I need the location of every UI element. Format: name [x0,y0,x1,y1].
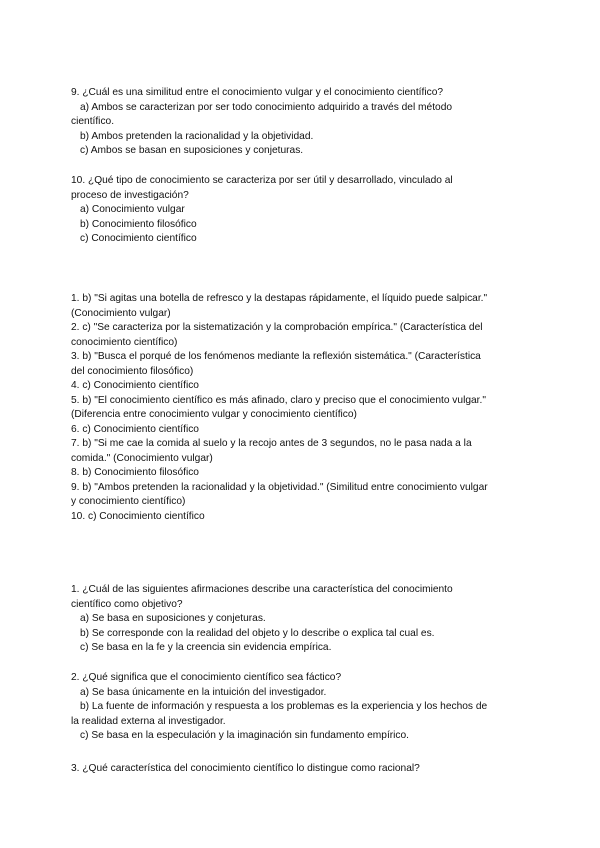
option-c: c) Se basa en la fe y la creencia sin evidencia empírica. [80,642,332,653]
option-a-continued: científico. [71,116,115,127]
answer-6: 6. c) Conocimiento científico [71,423,199,435]
section2-question-2 [71,671,531,744]
answer-8: 8. b) Conocimiento filosófico [71,467,199,478]
section2-question-1 [71,583,531,656]
option-b: b) Ambos pretenden la racionalidad y la objetividad. [80,130,314,142]
answer-7-continued: comida." (Conocimiento vulgar) [71,452,213,464]
answer-3-continued: del conocimiento filosófico) [71,365,194,377]
answer-3: 3. b) "Busca el porqué de los fenómenos mediante la reflexión sistemática." (Característica [71,351,481,362]
answer-1-continued: (Conocimiento vulgar) [71,307,171,319]
question-9 [71,86,531,159]
option-c: c) Se basa en la especulación y la imaginación sin fundamento empírico. [80,730,410,741]
option-a: a) Conocimiento vulgar [80,204,185,215]
option-c: c) Ambos se basan en suposiciones y conjeturas. [80,145,304,156]
question-text: 9. ¿Cuál es una similitud entre el conocimiento vulgar y el conocimiento científico? [71,87,444,98]
answer-10: 10. c) Conocimiento científico [71,510,205,522]
question-10 [71,174,531,247]
question-text-continued: proceso de investigación? [71,189,189,201]
answer-1: 1. b) "Si agitas una botella de refresco y la destapas rápidamente, el líquido puede salpicar." [71,293,488,304]
question-text: 10. ¿Qué tipo de conocimiento se caracteriza por ser útil y desarrollado, vinculado al [71,175,453,186]
option-b: b) La fuente de información y respuesta a los problemas es la experiencia y los hechos de [80,701,488,712]
answer-2: 2. c) "Se caracteriza por la sistematización y la comprobación empírica." (Característica del [71,322,483,333]
answer-key [71,292,531,524]
option-b: b) Se corresponde con la realidad del objeto y lo describe o explica tal cual es. [80,627,435,639]
option-a: a) Se basa únicamente en la intuición del investigador. [80,686,327,698]
option-b-continued: la realidad externa al investigador. [71,715,226,727]
option-c: c) Conocimiento científico [80,233,197,244]
question-text-continued: científico como objetivo? [71,598,183,610]
answer-7: 7. b) "Si me cae la comida al suelo y la recojo antes de 3 segundos, no le pasa nada a la [71,438,472,449]
question-text: 3. ¿Qué característica del conocimiento científico lo distingue como racional? [71,763,420,774]
option-a: a) Ambos se caracterizan por ser todo conocimiento adquirido a través del método [80,101,453,113]
answer-5: 5. b) "El conocimiento científico es más afinado, claro y preciso que el conocimiento vulgar." [71,394,486,406]
question-text: 1. ¿Cuál de las siguientes afirmaciones describe una característica del conocimiento [71,584,453,595]
answer-5-continued: (Diferencia entre conocimiento vulgar y conocimiento científico) [71,409,357,420]
answer-9-continued: y conocimiento científico) [71,496,186,507]
answer-9: 9. b) "Ambos pretenden la racionalidad y la objetividad." (Similitud entre conocimiento vulgar [71,481,488,493]
option-a: a) Se basa en suposiciones y conjeturas. [80,613,266,624]
option-b: b) Conocimiento filosófico [80,218,197,230]
question-text: 2. ¿Qué significa que el conocimiento científico sea fáctico? [71,672,342,683]
answer-4: 4. c) Conocimiento científico [71,380,199,391]
section2-question-3 [71,762,531,777]
answer-2-continued: conocimiento científico) [71,336,178,348]
